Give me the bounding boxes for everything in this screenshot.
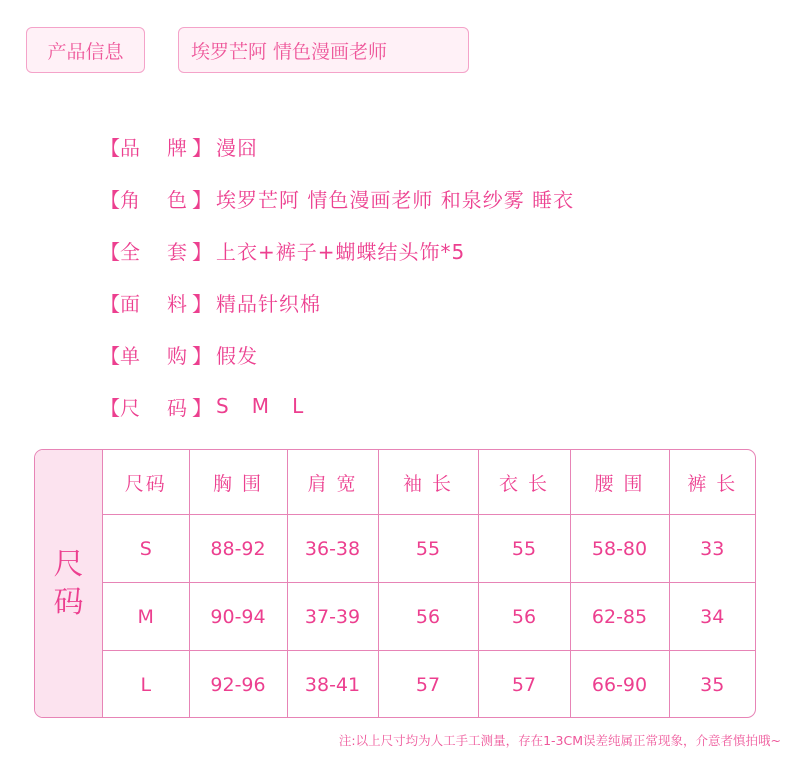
bracket-open: 【 [100, 239, 121, 264]
spec-row-size [100, 380, 574, 432]
table-cell: 66-90 [570, 651, 669, 719]
header-cell: 尺码 [124, 472, 167, 495]
spec-key [100, 184, 216, 213]
spec-key [100, 340, 216, 369]
spec-key [100, 132, 216, 161]
spec-key [100, 392, 216, 421]
spec-key [100, 236, 216, 265]
table-cell: 33 [669, 515, 755, 583]
spec-value: 上衣+裤子+蝴蝶结头饰*5 [216, 239, 466, 264]
size-chart [34, 449, 756, 718]
table-cell: 88-92 [189, 515, 287, 583]
spec-key [100, 288, 216, 317]
bracket-close: 】 [192, 395, 213, 420]
table-cell: 56 [478, 583, 570, 651]
table-cell: 58-80 [570, 515, 669, 583]
spec-value: S M L [216, 394, 305, 418]
spec-key-char: 牌 [167, 135, 188, 160]
table-cell: 57 [378, 651, 478, 719]
spec-key-char: 套 [167, 239, 188, 264]
spec-key-text [116, 340, 192, 369]
header-cell: 袖 长 [378, 450, 478, 515]
product-info-label: 产品信息 [47, 40, 124, 63]
spec-key-text [116, 288, 192, 317]
table-header-row [103, 450, 755, 515]
spec-key-text [116, 392, 192, 421]
header-cell: 胸 围 [189, 450, 287, 515]
spec-key-char: 码 [167, 395, 188, 420]
measurement-note: 注:以上尺寸均为人工手工测量，存在1-3CM误差纯属正常现象，介意者慎拍哦~ [338, 733, 781, 748]
header-cell: 肩 宽 [287, 450, 378, 515]
spec-row-fabric [100, 276, 574, 328]
spec-key-char: 购 [167, 343, 188, 368]
spec-key-char: 尺 [120, 395, 141, 420]
spec-key-char: 品 [120, 135, 141, 160]
bracket-close: 】 [192, 291, 213, 316]
bracket-close: 】 [192, 135, 213, 160]
product-title-box [178, 27, 469, 73]
spec-key-text [116, 184, 192, 213]
table-cell: 36-38 [287, 515, 378, 583]
header-cell: 衣 长 [478, 450, 570, 515]
spec-value: 假发 [216, 343, 258, 368]
header-cell: 裤 长 [669, 450, 755, 515]
spec-key-char: 角 [120, 187, 141, 212]
size-table [103, 450, 755, 718]
spec-list [100, 120, 574, 432]
table-row [103, 515, 755, 583]
spec-value: 埃罗芒阿 情色漫画老师 和泉纱雾 睡衣 [216, 187, 575, 212]
bracket-close: 】 [192, 343, 213, 368]
table-cell: 38-41 [287, 651, 378, 719]
table-cell: 56 [378, 583, 478, 651]
bracket-close: 】 [192, 239, 213, 264]
spec-key-text [116, 236, 192, 265]
table-cell: 62-85 [570, 583, 669, 651]
spec-value: 精品针织棉 [216, 291, 321, 316]
spec-row-set [100, 224, 574, 276]
spec-row-character [100, 172, 574, 224]
table-cell: S [103, 515, 189, 583]
table-cell: 90-94 [189, 583, 287, 651]
table-cell: M [103, 583, 189, 651]
side-label-char: 尺 [53, 546, 84, 582]
spec-row-brand [100, 120, 574, 172]
product-title: 埃罗芒阿 情色漫画老师 [191, 40, 388, 63]
spec-key-char: 单 [120, 343, 141, 368]
table-cell: 92-96 [189, 651, 287, 719]
product-info-tag [26, 27, 145, 73]
bracket-open: 【 [100, 395, 121, 420]
bracket-open: 【 [100, 291, 121, 316]
table-cell: 35 [669, 651, 755, 719]
bracket-open: 【 [100, 135, 121, 160]
table-cell: 34 [669, 583, 755, 651]
bracket-close: 】 [192, 187, 213, 212]
spec-value: 漫囧 [216, 135, 258, 160]
bracket-open: 【 [100, 187, 121, 212]
spec-key-char: 料 [167, 291, 188, 316]
table-cell: 55 [478, 515, 570, 583]
table-cell: 55 [378, 515, 478, 583]
size-chart-side-label [35, 450, 103, 717]
spec-key-char: 全 [120, 239, 141, 264]
header-cell: 腰 围 [570, 450, 669, 515]
spec-key-char: 面 [120, 291, 141, 316]
table-cell: L [103, 651, 189, 719]
spec-key-char: 色 [167, 187, 188, 212]
table-cell: 37-39 [287, 583, 378, 651]
spec-row-single [100, 328, 574, 380]
table-cell: 57 [478, 651, 570, 719]
table-row [103, 651, 755, 719]
spec-key-text [116, 132, 192, 161]
side-label-char: 码 [53, 584, 84, 620]
bracket-open: 【 [100, 343, 121, 368]
table-row [103, 583, 755, 651]
